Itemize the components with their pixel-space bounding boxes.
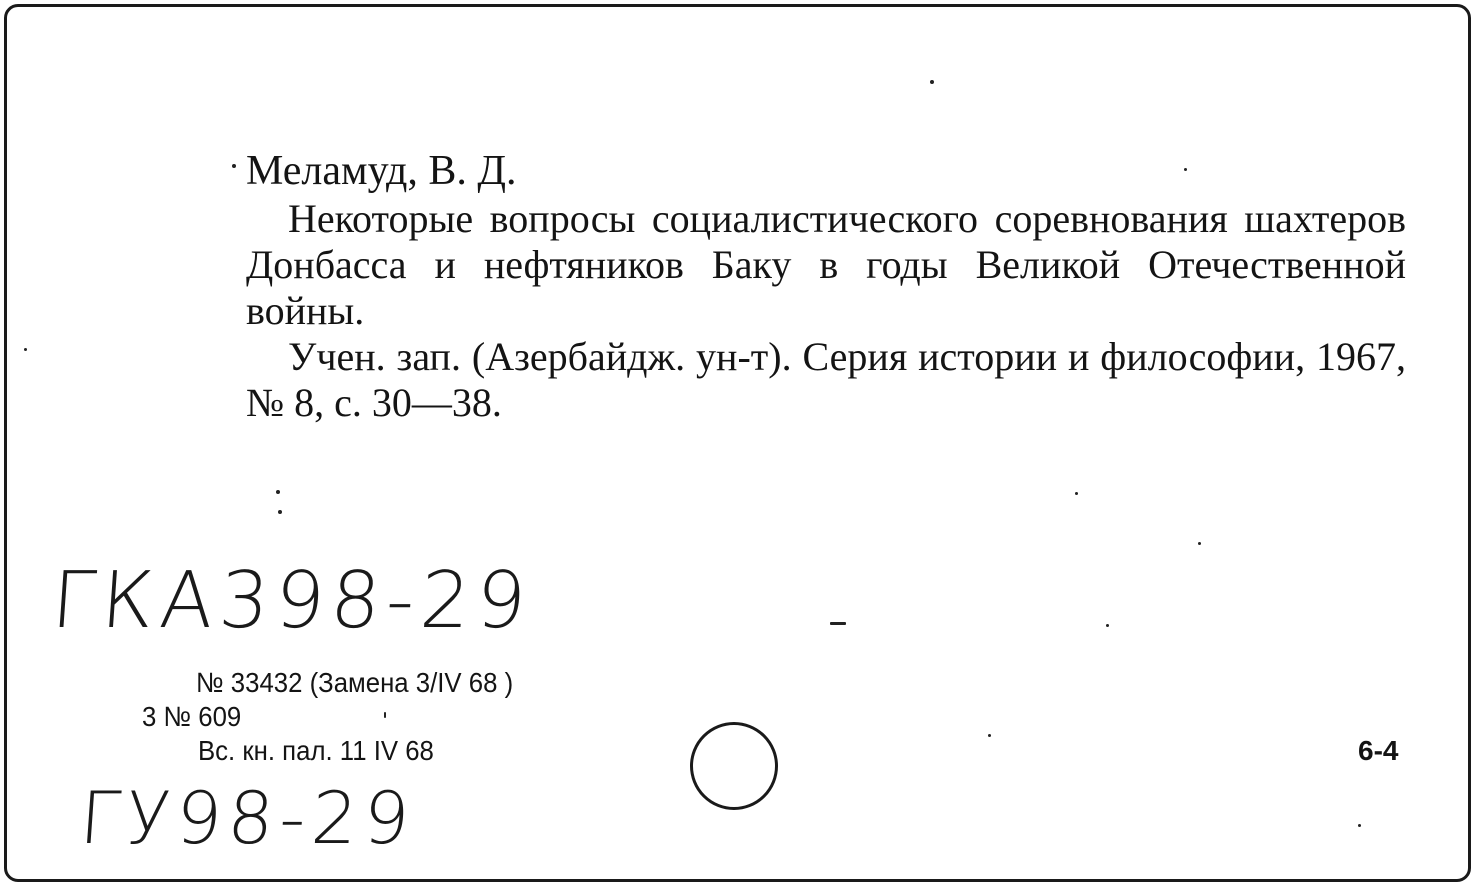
card-author: Меламуд, В. Д. [246, 148, 517, 194]
scan-speck [278, 510, 282, 514]
card-code: 6-4 [1358, 735, 1399, 766]
card-title-paragraph: Некоторые вопросы социалистического соревнования шахтеров Донбасса и нефтяников Баку в годы Великой Отечественной войны. [246, 196, 1406, 333]
stamp-line-2: 3 № 609 [142, 701, 242, 732]
handwritten-shelfmark-top: ГКА398-29 [48, 556, 535, 646]
stamp-line-1: № 33432 (Замена 3/IV 68 ) [196, 667, 514, 698]
punch-hole [690, 722, 778, 810]
scan-speck [930, 80, 934, 84]
scan-speck [24, 348, 27, 351]
card-source-paragraph: Учен. зап. (Азербайдж. ун-т). Серия истории и философии, 1967, № 8, с. 30—38. [246, 334, 1406, 425]
scan-speck [1075, 492, 1078, 495]
scan-speck [1106, 624, 1109, 627]
scan-speck [232, 164, 236, 168]
card-description [246, 196, 1406, 426]
scan-speck [830, 622, 846, 625]
scan-speck [276, 490, 280, 494]
scan-speck [988, 734, 991, 737]
handwritten-shelfmark-bottom: ГУ98-29 [77, 776, 419, 860]
scan-speck [1198, 542, 1201, 545]
scan-speck [384, 712, 386, 718]
scan-speck [1184, 168, 1187, 171]
scan-speck [1358, 824, 1361, 827]
stamp-line-3: Вс. кн. пал. 11 IV 68 [198, 735, 434, 766]
